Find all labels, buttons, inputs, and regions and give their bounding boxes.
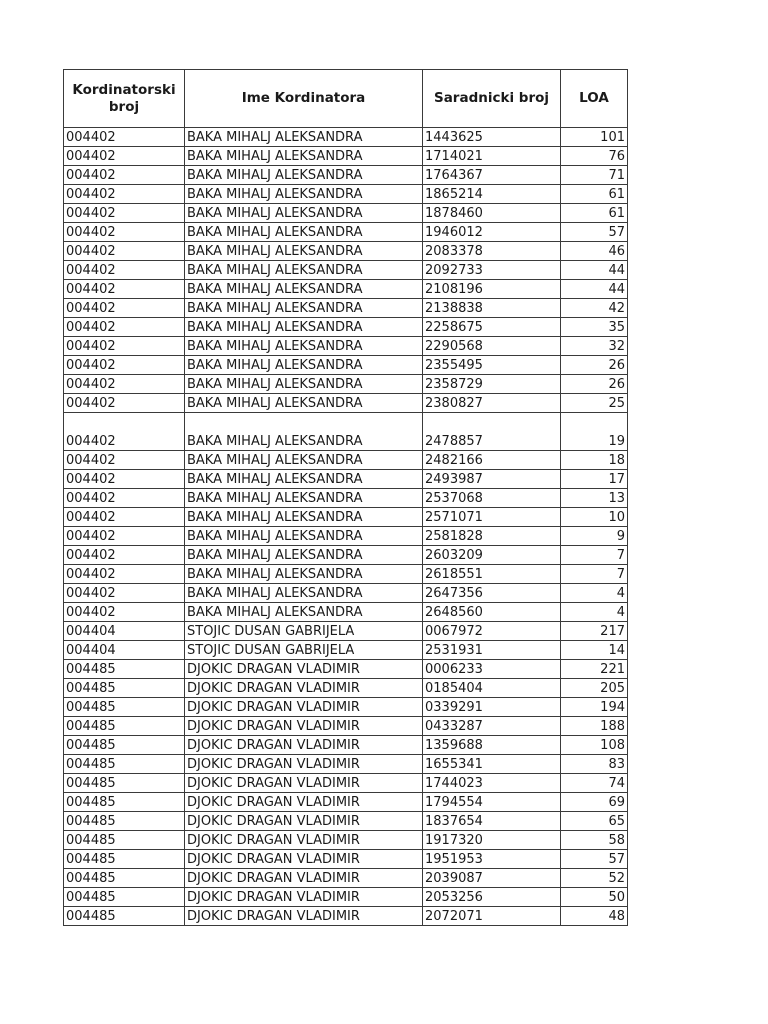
loa-cell: 42 <box>561 299 628 318</box>
saradnicki-broj-cell: 0006233 <box>423 660 561 679</box>
saradnicki-broj-cell: 0433287 <box>423 717 561 736</box>
table-row <box>64 584 628 603</box>
kordinatorski-broj-cell: 004402 <box>64 584 185 603</box>
saradnicki-broj-cell: 2290568 <box>423 337 561 356</box>
kordinatorski-broj-cell: 004402 <box>64 280 185 299</box>
ime-kordinatora-cell: DJOKIC DRAGAN VLADIMIR <box>185 850 423 869</box>
ime-kordinatora-cell: BAKA MIHALJ ALEKSANDRA <box>185 375 423 394</box>
ime-kordinatora-cell: BAKA MIHALJ ALEKSANDRA <box>185 337 423 356</box>
ime-kordinatora-cell: DJOKIC DRAGAN VLADIMIR <box>185 755 423 774</box>
saradnicki-broj-cell: 2138838 <box>423 299 561 318</box>
ime-kordinatora-cell: BAKA MIHALJ ALEKSANDRA <box>185 527 423 546</box>
ime-kordinatora-cell: BAKA MIHALJ ALEKSANDRA <box>185 356 423 375</box>
loa-cell: 58 <box>561 831 628 850</box>
loa-cell: 188 <box>561 717 628 736</box>
loa-cell: 76 <box>561 147 628 166</box>
kordinatorski-broj-cell: 004485 <box>64 660 185 679</box>
ime-kordinatora-cell: BAKA MIHALJ ALEKSANDRA <box>185 223 423 242</box>
loa-cell: 61 <box>561 185 628 204</box>
kordinatorski-broj-cell: 004402 <box>64 565 185 584</box>
coordinator-table <box>63 69 628 926</box>
kordinatorski-broj-cell: 004402 <box>64 527 185 546</box>
kordinatorski-broj-cell: 004485 <box>64 812 185 831</box>
table-row <box>64 185 628 204</box>
kordinatorski-broj-cell: 004402 <box>64 261 185 280</box>
loa-cell: 57 <box>561 850 628 869</box>
kordinatorski-broj-cell: 004402 <box>64 318 185 337</box>
kordinatorski-broj-cell: 004485 <box>64 831 185 850</box>
loa-cell: 50 <box>561 888 628 907</box>
ime-kordinatora-cell: BAKA MIHALJ ALEKSANDRA <box>185 584 423 603</box>
kordinatorski-broj-cell: 004402 <box>64 299 185 318</box>
saradnicki-broj-cell: 1917320 <box>423 831 561 850</box>
table-row <box>64 831 628 850</box>
ime-kordinatora-cell: DJOKIC DRAGAN VLADIMIR <box>185 869 423 888</box>
saradnicki-broj-cell: 0185404 <box>423 679 561 698</box>
kordinatorski-broj-cell: 004402 <box>64 147 185 166</box>
table-row <box>64 204 628 223</box>
table-row <box>64 413 628 451</box>
loa-cell: 83 <box>561 755 628 774</box>
kordinatorski-broj-cell: 004485 <box>64 755 185 774</box>
table-row <box>64 223 628 242</box>
table-row <box>64 717 628 736</box>
loa-cell: 101 <box>561 128 628 147</box>
ime-kordinatora-cell: BAKA MIHALJ ALEKSANDRA <box>185 318 423 337</box>
ime-kordinatora-cell: BAKA MIHALJ ALEKSANDRA <box>185 280 423 299</box>
saradnicki-broj-cell: 0067972 <box>423 622 561 641</box>
table-row <box>64 356 628 375</box>
ime-kordinatora-cell: BAKA MIHALJ ALEKSANDRA <box>185 413 423 451</box>
table-row <box>64 869 628 888</box>
table-row <box>64 641 628 660</box>
ime-kordinatora-cell: DJOKIC DRAGAN VLADIMIR <box>185 774 423 793</box>
loa-cell: 48 <box>561 907 628 926</box>
saradnicki-broj-cell: 0339291 <box>423 698 561 717</box>
loa-cell: 71 <box>561 166 628 185</box>
kordinatorski-broj-cell: 004404 <box>64 641 185 660</box>
ime-kordinatora-cell: BAKA MIHALJ ALEKSANDRA <box>185 299 423 318</box>
table-row <box>64 318 628 337</box>
kordinatorski-broj-cell: 004402 <box>64 394 185 413</box>
ime-kordinatora-cell: BAKA MIHALJ ALEKSANDRA <box>185 546 423 565</box>
ime-kordinatora-cell: DJOKIC DRAGAN VLADIMIR <box>185 736 423 755</box>
kordinatorski-broj-cell: 004402 <box>64 185 185 204</box>
loa-cell: 65 <box>561 812 628 831</box>
saradnicki-broj-cell: 1714021 <box>423 147 561 166</box>
table-row <box>64 451 628 470</box>
kordinatorski-broj-cell: 004404 <box>64 622 185 641</box>
saradnicki-broj-cell: 2603209 <box>423 546 561 565</box>
kordinatorski-broj-cell: 004402 <box>64 337 185 356</box>
ime-kordinatora-cell: DJOKIC DRAGAN VLADIMIR <box>185 679 423 698</box>
ime-kordinatora-cell: DJOKIC DRAGAN VLADIMIR <box>185 907 423 926</box>
kordinatorski-broj-cell: 004485 <box>64 850 185 869</box>
saradnicki-broj-cell: 1744023 <box>423 774 561 793</box>
loa-cell: 74 <box>561 774 628 793</box>
kordinatorski-broj-cell: 004485 <box>64 869 185 888</box>
saradnicki-broj-cell: 2648560 <box>423 603 561 622</box>
saradnicki-broj-cell: 2618551 <box>423 565 561 584</box>
kordinatorski-broj-cell: 004485 <box>64 793 185 812</box>
table-row <box>64 698 628 717</box>
ime-kordinatora-cell: BAKA MIHALJ ALEKSANDRA <box>185 603 423 622</box>
loa-cell: 61 <box>561 204 628 223</box>
table-row <box>64 736 628 755</box>
ime-kordinatora-cell: BAKA MIHALJ ALEKSANDRA <box>185 394 423 413</box>
saradnicki-broj-cell: 2039087 <box>423 869 561 888</box>
saradnicki-broj-cell: 2083378 <box>423 242 561 261</box>
saradnicki-broj-cell: 1443625 <box>423 128 561 147</box>
table-row <box>64 508 628 527</box>
kordinatorski-broj-cell: 004402 <box>64 489 185 508</box>
saradnicki-broj-cell: 2053256 <box>423 888 561 907</box>
loa-cell: 4 <box>561 603 628 622</box>
table-row <box>64 147 628 166</box>
kordinatorski-broj-cell: 004402 <box>64 546 185 565</box>
loa-cell: 7 <box>561 565 628 584</box>
kordinatorski-broj-cell: 004402 <box>64 603 185 622</box>
header-loa: LOA <box>561 70 628 128</box>
kordinatorski-broj-cell: 004402 <box>64 413 185 451</box>
saradnicki-broj-cell: 2092733 <box>423 261 561 280</box>
kordinatorski-broj-cell: 004485 <box>64 774 185 793</box>
kordinatorski-broj-cell: 004402 <box>64 451 185 470</box>
loa-cell: 14 <box>561 641 628 660</box>
kordinatorski-broj-cell: 004402 <box>64 508 185 527</box>
table-row <box>64 128 628 147</box>
loa-cell: 57 <box>561 223 628 242</box>
loa-cell: 32 <box>561 337 628 356</box>
ime-kordinatora-cell: BAKA MIHALJ ALEKSANDRA <box>185 166 423 185</box>
loa-cell: 205 <box>561 679 628 698</box>
ime-kordinatora-cell: STOJIC DUSAN GABRIJELA <box>185 641 423 660</box>
loa-cell: 19 <box>561 413 628 451</box>
loa-cell: 108 <box>561 736 628 755</box>
loa-cell: 221 <box>561 660 628 679</box>
saradnicki-broj-cell: 1865214 <box>423 185 561 204</box>
table-row <box>64 812 628 831</box>
table-row <box>64 489 628 508</box>
table-row <box>64 793 628 812</box>
kordinatorski-broj-cell: 004402 <box>64 204 185 223</box>
kordinatorski-broj-cell: 004402 <box>64 128 185 147</box>
kordinatorski-broj-cell: 004485 <box>64 888 185 907</box>
saradnicki-broj-cell: 1764367 <box>423 166 561 185</box>
header-ime-kordinatora: Ime Kordinatora <box>185 70 423 128</box>
kordinatorski-broj-cell: 004402 <box>64 166 185 185</box>
ime-kordinatora-cell: BAKA MIHALJ ALEKSANDRA <box>185 261 423 280</box>
ime-kordinatora-cell: BAKA MIHALJ ALEKSANDRA <box>185 128 423 147</box>
loa-cell: 4 <box>561 584 628 603</box>
saradnicki-broj-cell: 1794554 <box>423 793 561 812</box>
ime-kordinatora-cell: BAKA MIHALJ ALEKSANDRA <box>185 470 423 489</box>
table-row <box>64 603 628 622</box>
saradnicki-broj-cell: 2258675 <box>423 318 561 337</box>
saradnicki-broj-cell: 1951953 <box>423 850 561 869</box>
table-row <box>64 337 628 356</box>
ime-kordinatora-cell: BAKA MIHALJ ALEKSANDRA <box>185 565 423 584</box>
table-row <box>64 242 628 261</box>
ime-kordinatora-cell: DJOKIC DRAGAN VLADIMIR <box>185 812 423 831</box>
kordinatorski-broj-cell: 004485 <box>64 907 185 926</box>
loa-cell: 25 <box>561 394 628 413</box>
ime-kordinatora-cell: DJOKIC DRAGAN VLADIMIR <box>185 717 423 736</box>
table-row <box>64 774 628 793</box>
saradnicki-broj-cell: 1878460 <box>423 204 561 223</box>
saradnicki-broj-cell: 1359688 <box>423 736 561 755</box>
table-row <box>64 394 628 413</box>
kordinatorski-broj-cell: 004485 <box>64 679 185 698</box>
kordinatorski-broj-cell: 004485 <box>64 736 185 755</box>
table-header-row <box>64 70 628 128</box>
loa-cell: 7 <box>561 546 628 565</box>
ime-kordinatora-cell: BAKA MIHALJ ALEKSANDRA <box>185 147 423 166</box>
table-row <box>64 299 628 318</box>
saradnicki-broj-cell: 2358729 <box>423 375 561 394</box>
saradnicki-broj-cell: 1837654 <box>423 812 561 831</box>
saradnicki-broj-cell: 2478857 <box>423 413 561 451</box>
kordinatorski-broj-cell: 004485 <box>64 698 185 717</box>
saradnicki-broj-cell: 2537068 <box>423 489 561 508</box>
saradnicki-broj-cell: 2380827 <box>423 394 561 413</box>
loa-cell: 26 <box>561 375 628 394</box>
ime-kordinatora-cell: BAKA MIHALJ ALEKSANDRA <box>185 204 423 223</box>
saradnicki-broj-cell: 2355495 <box>423 356 561 375</box>
loa-cell: 26 <box>561 356 628 375</box>
table-row <box>64 888 628 907</box>
kordinatorski-broj-cell: 004402 <box>64 242 185 261</box>
loa-cell: 9 <box>561 527 628 546</box>
table-row <box>64 622 628 641</box>
ime-kordinatora-cell: BAKA MIHALJ ALEKSANDRA <box>185 185 423 204</box>
header-kordinatorski-broj: Kordinatorski broj <box>64 70 185 128</box>
table-row <box>64 166 628 185</box>
kordinatorski-broj-cell: 004485 <box>64 717 185 736</box>
ime-kordinatora-cell: BAKA MIHALJ ALEKSANDRA <box>185 242 423 261</box>
table-row <box>64 565 628 584</box>
loa-cell: 194 <box>561 698 628 717</box>
table-row <box>64 755 628 774</box>
table-row <box>64 850 628 869</box>
saradnicki-broj-cell: 2108196 <box>423 280 561 299</box>
saradnicki-broj-cell: 2647356 <box>423 584 561 603</box>
saradnicki-broj-cell: 2581828 <box>423 527 561 546</box>
loa-cell: 69 <box>561 793 628 812</box>
kordinatorski-broj-cell: 004402 <box>64 223 185 242</box>
kordinatorski-broj-cell: 004402 <box>64 356 185 375</box>
ime-kordinatora-cell: DJOKIC DRAGAN VLADIMIR <box>185 888 423 907</box>
ime-kordinatora-cell: BAKA MIHALJ ALEKSANDRA <box>185 508 423 527</box>
loa-cell: 217 <box>561 622 628 641</box>
header-saradnicki-broj: Saradnicki broj <box>423 70 561 128</box>
table-row <box>64 261 628 280</box>
ime-kordinatora-cell: DJOKIC DRAGAN VLADIMIR <box>185 793 423 812</box>
saradnicki-broj-cell: 2493987 <box>423 470 561 489</box>
loa-cell: 17 <box>561 470 628 489</box>
loa-cell: 44 <box>561 261 628 280</box>
ime-kordinatora-cell: BAKA MIHALJ ALEKSANDRA <box>185 489 423 508</box>
saradnicki-broj-cell: 2531931 <box>423 641 561 660</box>
kordinatorski-broj-cell: 004402 <box>64 470 185 489</box>
table-row <box>64 470 628 489</box>
loa-cell: 10 <box>561 508 628 527</box>
table-body <box>64 128 628 926</box>
ime-kordinatora-cell: BAKA MIHALJ ALEKSANDRA <box>185 451 423 470</box>
kordinatorski-broj-cell: 004402 <box>64 375 185 394</box>
saradnicki-broj-cell: 1655341 <box>423 755 561 774</box>
loa-cell: 13 <box>561 489 628 508</box>
loa-cell: 44 <box>561 280 628 299</box>
table-row <box>64 546 628 565</box>
table-row <box>64 280 628 299</box>
loa-cell: 52 <box>561 869 628 888</box>
ime-kordinatora-cell: DJOKIC DRAGAN VLADIMIR <box>185 698 423 717</box>
table-row <box>64 375 628 394</box>
saradnicki-broj-cell: 2482166 <box>423 451 561 470</box>
loa-cell: 18 <box>561 451 628 470</box>
ime-kordinatora-cell: DJOKIC DRAGAN VLADIMIR <box>185 660 423 679</box>
loa-cell: 35 <box>561 318 628 337</box>
saradnicki-broj-cell: 1946012 <box>423 223 561 242</box>
saradnicki-broj-cell: 2072071 <box>423 907 561 926</box>
saradnicki-broj-cell: 2571071 <box>423 508 561 527</box>
ime-kordinatora-cell: DJOKIC DRAGAN VLADIMIR <box>185 831 423 850</box>
ime-kordinatora-cell: STOJIC DUSAN GABRIJELA <box>185 622 423 641</box>
table-row <box>64 527 628 546</box>
table-row <box>64 907 628 926</box>
table-row <box>64 660 628 679</box>
loa-cell: 46 <box>561 242 628 261</box>
table-row <box>64 679 628 698</box>
